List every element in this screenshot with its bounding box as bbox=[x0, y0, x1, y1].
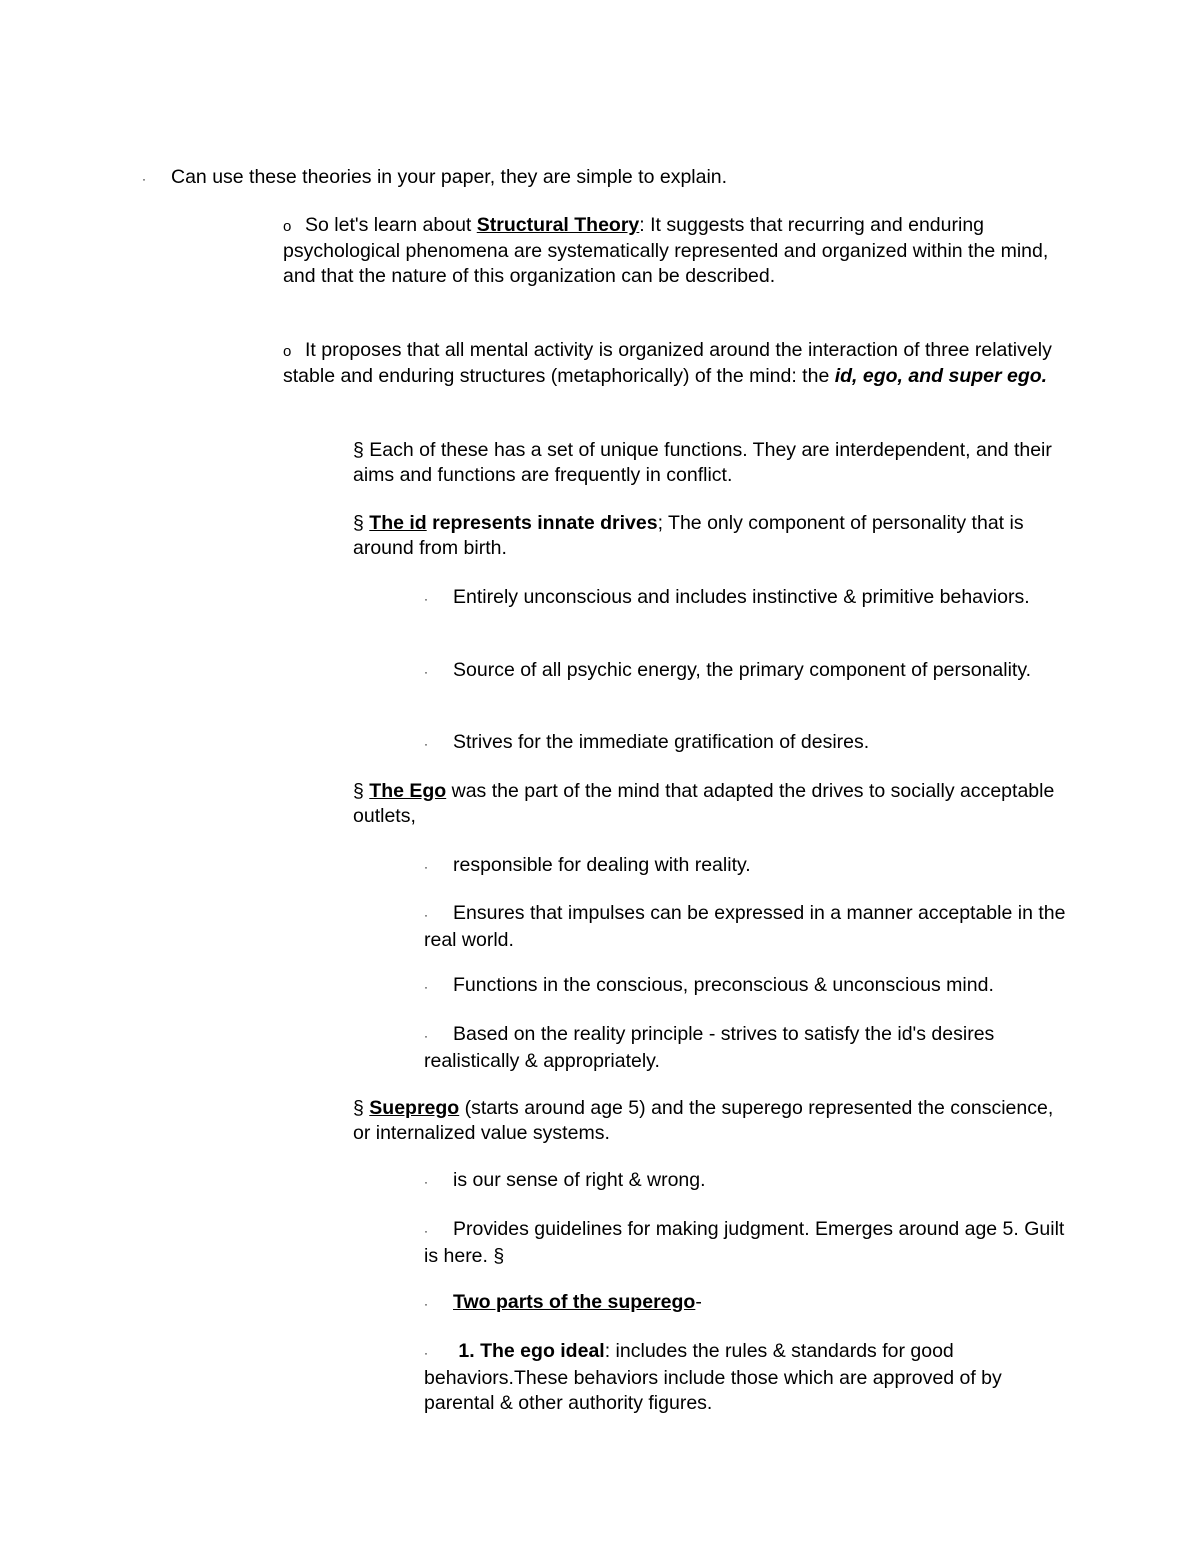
two-parts-suffix: - bbox=[695, 1291, 702, 1313]
superego-point-1 bbox=[424, 1168, 1074, 1195]
superego-term: Sueprego bbox=[369, 1097, 460, 1119]
dot-bullet: · bbox=[424, 1346, 428, 1360]
id-bold-text: represents innate drives bbox=[426, 512, 658, 534]
section-bullet: § bbox=[353, 1097, 364, 1119]
dot-bullet: · bbox=[424, 908, 428, 922]
dot-bullet: · bbox=[424, 980, 428, 994]
intro-text: Can use these theories in your paper, they are simple to explain. bbox=[171, 166, 728, 188]
section-bullet: § bbox=[353, 512, 364, 534]
id-point-text: Source of all psychic energy, the primary component of personality. bbox=[453, 659, 1032, 681]
section-bullet: § bbox=[353, 780, 364, 802]
superego-point-text: Provides guidelines for making judgment. Emerges around age 5. Guilt is here. § bbox=[424, 1218, 1065, 1267]
ego-text: was the part of the mind that adapted the drives to socially acceptable outlets, bbox=[353, 780, 1055, 827]
ego-point-1 bbox=[424, 853, 1074, 880]
dot-bullet: · bbox=[424, 665, 428, 679]
mental-activity-item bbox=[283, 338, 1063, 389]
superego-text: (starts around age 5) and the superego represented the conscience, or internalized value systems. bbox=[353, 1097, 1054, 1144]
dot-bullet: · bbox=[424, 737, 428, 751]
ego-point-3 bbox=[424, 973, 1074, 1000]
circle-bullet: o bbox=[283, 343, 292, 360]
dot-bullet: · bbox=[424, 1297, 428, 1311]
id-point-1 bbox=[424, 585, 1074, 612]
superego-point-2 bbox=[424, 1217, 1074, 1269]
id-point-2 bbox=[424, 658, 1074, 685]
interdependent-text: Each of these has a set of unique functions. They are interdependent, and their aims and functions are frequently in conflict. bbox=[353, 439, 1052, 486]
intro-bullet bbox=[142, 165, 1142, 192]
id-term: The id bbox=[369, 512, 427, 534]
id-point-text: Strives for the immediate gratification of desires. bbox=[453, 731, 870, 753]
superego-point-text: is our sense of right & wrong. bbox=[453, 1169, 706, 1191]
ego-point-text: Ensures that impulses can be expressed in a manner acceptable in the real world. bbox=[424, 902, 1066, 951]
id-point-3 bbox=[424, 730, 1074, 757]
id-point-text: Entirely unconscious and includes instinctive & primitive behaviors. bbox=[453, 586, 1030, 608]
ego-term: The Ego bbox=[369, 780, 447, 802]
two-parts-heading bbox=[424, 1290, 1074, 1317]
ego-point-text: Based on the reality principle - strives to satisfy the id's desires realistically & appropriately. bbox=[424, 1023, 995, 1072]
structural-theory-term: Structural Theory bbox=[476, 214, 640, 236]
dot-bullet: · bbox=[424, 1224, 428, 1238]
ego-point-4 bbox=[424, 1022, 1074, 1074]
ego-ideal-text: : includes the rules & standards for good behaviors.These behaviors include those which are approved of by parental & other authority figures. bbox=[424, 1340, 1002, 1414]
dot-bullet: · bbox=[424, 1175, 428, 1189]
ego-point-text: Functions in the conscious, preconscious & unconscious mind. bbox=[453, 974, 994, 996]
dot-bullet: · bbox=[424, 1029, 428, 1043]
ego-ideal-item bbox=[424, 1339, 1074, 1416]
id-ego-superego-emphasis: id, ego, and super ego. bbox=[834, 365, 1048, 387]
circle-bullet: o bbox=[283, 218, 292, 235]
mental-activity-text: It proposes that all mental activity is organized around the interaction of three relatively stable and enduring structures (metaphorically) of the mind: the bbox=[283, 339, 1052, 387]
id-text: ; The only component of personality that is around from birth. bbox=[353, 512, 1024, 559]
section-bullet: § bbox=[353, 439, 364, 461]
superego-item bbox=[353, 1096, 1063, 1146]
dot-bullet: · bbox=[424, 860, 428, 874]
interdependent-item bbox=[353, 438, 1063, 488]
two-parts-label: Two parts of the superego bbox=[453, 1291, 696, 1313]
dot-bullet: · bbox=[424, 592, 428, 606]
dot-bullet: · bbox=[142, 172, 146, 186]
ego-item bbox=[353, 779, 1063, 829]
ego-ideal-label: 1. The ego ideal bbox=[453, 1340, 605, 1362]
structural-theory-item bbox=[283, 213, 1063, 289]
ego-point-2 bbox=[424, 901, 1074, 953]
structural-theory-pre: So let's learn about bbox=[305, 214, 477, 236]
structural-theory-text: : It suggests that recurring and enduring psychological phenomena are systematically represented and organized within the mind, and that the nature of this organization can be described. bbox=[283, 214, 1049, 287]
id-item bbox=[353, 511, 1063, 561]
ego-point-text: responsible for dealing with reality. bbox=[453, 854, 751, 876]
